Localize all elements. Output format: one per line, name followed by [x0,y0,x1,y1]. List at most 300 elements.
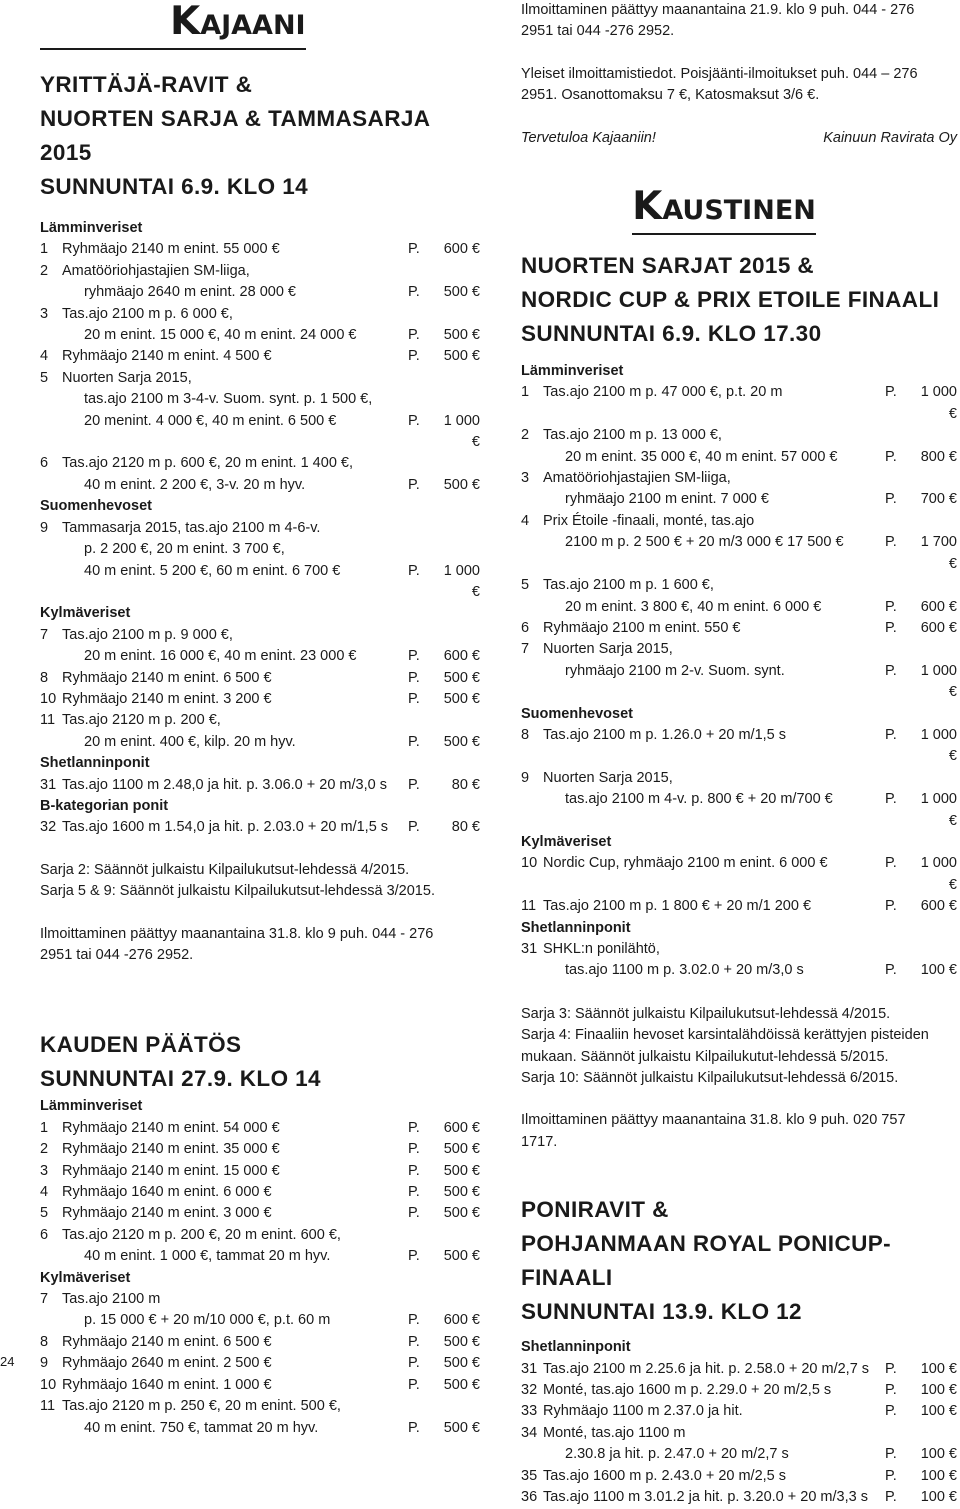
prize-amount: 600 € [920,619,957,636]
kajaani-race-list [40,218,480,839]
prize-label: P. [408,327,420,344]
race-description: Ryhmäajo 2140 m enint. 15 000 € [62,1162,280,1179]
race-description: Ryhmäajo 2140 m enint. 3 200 € [62,690,272,707]
race-description: 20 menint. 4 000 €, 40 m enint. 6 500 € [84,412,337,429]
race-row [521,939,957,960]
prize-amount: 500 € [443,327,480,344]
prize-amount: 100 € [920,1382,957,1399]
race-description: ryhmäajo 2640 m enint. 28 000 € [84,284,296,301]
race-number: 1 [40,241,49,258]
prize-label: P. [408,1355,420,1372]
prize-label: P. [885,534,897,551]
race-row [40,518,480,539]
race-row [521,1466,957,1487]
race-number: 7 [40,1291,49,1308]
race-number: 36 [521,1489,538,1506]
race-number [521,661,543,704]
prize-amount: 1 000 € [920,384,957,422]
prize-label: P. [408,241,420,258]
race-description: p. 15 000 € + 20 m/10 000 €, p.t. 60 m [84,1312,331,1329]
kaustinen-title-text: Kaustinen [632,183,816,235]
race-row [521,1401,957,1422]
prize-amount: 600 € [443,1312,480,1329]
race-number: 9 [40,1355,49,1372]
paatos-heading-line: SUNNUNTAI 27.9. KLO 14 [40,1066,321,1092]
race-number [40,539,62,560]
race-number: 33 [521,1403,538,1420]
race-row [40,817,480,838]
top-signup-info: 2951 tai 044 -276 2952. [521,23,675,40]
race-row [40,710,480,731]
prize-amount: 100 € [920,962,957,979]
category-heading: Lämminveriset [521,363,624,380]
prize-label: P. [885,598,897,615]
poni-heading-line: POHJANMAAN ROYAL PONICUP-FINAALI [521,1231,892,1291]
race-description: Tas.ajo 2100 m p. 13 000 €, [543,427,722,444]
prize-label: P. [408,284,420,301]
race-description: Tas.ajo 2100 m p. 47 000 €, p.t. 20 m [543,384,783,401]
organizer-text: Kainuun Ravirata Oy [823,129,957,146]
prize-label: P. [885,448,897,465]
prize-label: P. [408,1248,420,1265]
race-number [40,1418,62,1439]
race-number [521,789,543,832]
prize-label: P. [408,1312,420,1329]
race-description: Ryhmäajo 1640 m enint. 6 000 € [62,1184,272,1201]
race-number: 6 [521,619,530,636]
race-row [521,661,957,704]
race-description: Tas.ajo 2120 m p. 200 €, [62,712,221,729]
prize-amount: 600 € [920,898,957,915]
category-heading: Lämminveriset [40,220,143,236]
race-description: Nuorten Sarja 2015, [62,369,192,386]
race-number [40,561,62,604]
prize-amount: 1 000 € [920,855,957,893]
prize-label: P. [408,348,420,365]
race-number: 9 [521,769,530,786]
race-number: 8 [521,726,530,743]
race-number: 6 [40,1226,49,1243]
race-number [521,532,543,575]
prize-amount: 100 € [920,1467,957,1484]
top-signup-info: Ilmoittaminen päättyy maanantaina 21.9. klo 9 puh. 044 - 276 [521,2,915,18]
race-number [40,389,62,410]
race-number: 10 [40,1376,57,1393]
race-number [40,1310,62,1331]
race-number: 1 [521,384,530,401]
prize-label: P. [408,776,420,793]
kajaani-heading-line: SUNNUNTAI 6.9. KLO 14 [40,174,309,199]
race-description: Ryhmäajo 2640 m enint. 2 500 € [62,1355,272,1372]
prize-amount: 500 € [443,1248,480,1265]
category-heading: Shetlanninponit [521,919,631,936]
race-row [521,382,957,425]
prize-label: P. [408,1333,420,1350]
race-row [521,447,957,468]
race-number: 4 [521,512,530,529]
prize-amount: 100 € [920,1360,957,1377]
prize-amount: 500 € [443,1141,480,1158]
page-number: 24 [0,1354,15,1369]
kaustinen-heading-line: NUORTEN SARJAT 2015 & [521,253,815,279]
kaustinen-heading-line: SUNNUNTAI 6.9. KLO 17.30 [521,321,822,347]
race-row [521,425,957,446]
prize-amount: 700 € [920,491,957,508]
welcome-line [521,128,957,149]
category-heading: Kylmäveriset [40,605,131,622]
race-description: tas.ajo 2100 m 3-4-v. Suom. synt. p. 1 500 €, [84,391,373,408]
race-description: Tas.ajo 2100 m p. 1 800 € + 20 m/1 200 € [543,898,812,915]
prize-label: P. [885,1446,897,1463]
prize-amount: 500 € [443,476,480,493]
general-info: Yleiset ilmoittamistiedot. Poisjäänti-ilmoitukset puh. 044 – 276 [521,65,918,82]
race-description: 40 m enint. 1 000 €, tammat 20 m hyv. [84,1248,331,1265]
prize-label: P. [408,733,420,750]
race-row [40,646,480,667]
prize-amount: 500 € [443,669,480,686]
race-description: Tas.ajo 2120 m p. 600 €, 20 m enint. 1 400 €, [62,455,353,472]
race-row [40,732,480,753]
race-description: SHKL:n ponilähtö, [543,941,660,957]
race-number [521,1444,543,1465]
race-description: 20 m enint. 3 800 €, 40 m enint. 6 000 € [565,598,822,615]
prize-label: P. [885,384,897,401]
kaustinen-title [521,183,957,239]
prize-amount: 1 700 € [920,534,957,572]
race-number: 11 [40,1398,56,1415]
race-description: Tas.ajo 2100 m 2.25.6 ja hit. p. 2.58.0 + 20 m/2,7 s [543,1360,870,1377]
prize-label: P. [885,1403,897,1420]
race-description: Tas.ajo 1100 m 2.48,0 ja hit. p. 3.06.0 + 20 m/3,0 s [62,776,387,793]
race-description: Tammasarja 2015, tas.ajo 2100 m 4-6-v. [62,519,321,536]
race-row [521,618,957,639]
category-heading: Suomenhevoset [521,705,633,722]
kaustinen-rules-note: Sarja 4: Finaaliin hevoset karsintalähdöissä kerättyjen pisteiden [521,1027,929,1044]
race-description: 2.30.8 ja hit. p. 2.47.0 + 20 m/2,7 s [565,1446,789,1463]
race-description: tas.ajo 1100 m p. 3.02.0 + 20 m/3,0 s [565,962,804,979]
race-row [521,639,957,660]
prize-amount: 600 € [443,648,480,665]
prize-amount: 80 € [451,776,480,793]
prize-amount: 1 000 € [920,791,957,829]
race-description: Ryhmäajo 2140 m enint. 55 000 € [62,241,280,258]
kajaani-title [40,0,480,54]
race-row [521,575,957,596]
race-number: 2 [40,1141,49,1158]
race-number [40,732,62,753]
race-row [521,468,957,489]
kaustinen-rules-note: Sarja 3: Säännöt julkaistu Kilpailukutsut-lehdessä 4/2015. [521,1005,891,1022]
race-number [521,597,543,618]
kaustinen-heading-line: NORDIC CUP & PRIX ETOILE FINAALI [521,287,940,313]
race-row [40,1310,480,1331]
race-number [521,960,543,981]
prize-label: P. [408,819,420,836]
race-row [40,1118,480,1139]
race-number: 34 [521,1424,538,1441]
category-heading: Lämminveriset [40,1098,143,1115]
race-number: 3 [40,1162,49,1179]
race-description: Tas.ajo 1600 m p. 2.43.0 + 20 m/2,5 s [543,1467,787,1484]
race-description: Ryhmäajo 2100 m enint. 550 € [543,619,741,636]
prize-amount: 1 000 € [443,412,480,451]
paatos-heading-line: KAUDEN PÄÄTÖS [40,1032,242,1058]
race-row [40,304,480,325]
poni-heading-line: SUNNUNTAI 13.9. KLO 12 [521,1299,802,1325]
prize-amount: 500 € [443,733,480,750]
kaustinen-signup-info: 1717. [521,1133,558,1150]
race-number: 3 [521,470,530,487]
paatos-heading [40,1028,480,1096]
race-row [40,325,480,346]
category-heading: Suomenhevoset [40,498,152,515]
race-description: Ryhmäajo 2140 m enint. 35 000 € [62,1141,280,1158]
prize-label: P. [408,648,420,665]
race-number: 31 [521,941,538,957]
prize-amount: 800 € [920,448,957,465]
race-row [521,896,957,917]
race-row [521,853,957,896]
race-number [40,411,62,454]
race-row [521,489,957,510]
prize-label: P. [885,898,897,915]
prize-amount: 500 € [443,690,480,707]
prize-amount: 500 € [443,1333,480,1350]
category-heading: Kylmäveriset [40,1269,131,1286]
general-info: 2951. Osanottomaksu 7 €, Katosmaksut 3/6 €. [521,87,820,104]
race-number: 11 [521,898,537,915]
prize-label: P. [408,669,420,686]
race-row [40,261,480,282]
race-description: Ryhmäajo 2140 m enint. 54 000 € [62,1119,280,1136]
race-number [521,447,543,468]
race-number: 35 [521,1467,538,1484]
race-row [521,1359,957,1380]
race-description: 20 m enint. 400 €, kilp. 20 m hyv. [84,733,296,750]
kaustinen-signup-info: Ilmoittaminen päättyy maanantaina 31.8. klo 9 puh. 020 757 [521,1112,906,1129]
kajaani-signup-info: 2951 tai 044 -276 2952. [40,947,194,963]
prize-amount: 80 € [451,819,480,836]
kaustinen-race-list [521,361,957,982]
race-number [40,475,62,496]
prize-amount: 500 € [443,1162,480,1179]
race-row [40,1375,480,1396]
race-row [521,511,957,532]
prize-amount: 100 € [920,1403,957,1420]
race-row [40,689,480,710]
race-description: p. 2 200 €, 20 m enint. 3 700 €, [84,541,285,558]
race-number: 5 [40,369,49,386]
race-row [521,1487,957,1508]
prize-label: P. [408,1162,420,1179]
prize-amount: 100 € [920,1489,957,1506]
race-number [521,489,543,510]
prize-label: P. [408,1376,420,1393]
race-number: 32 [40,819,57,836]
race-description: Tas.ajo 2120 m p. 250 €, 20 m enint. 500 €, [62,1398,341,1415]
race-description: 40 m enint. 5 200 €, 60 m enint. 6 700 € [84,562,341,579]
race-description: Tas.ajo 2120 m p. 200 €, 20 m enint. 600 €, [62,1226,341,1243]
race-number: 2 [521,427,530,444]
race-description: Ryhmäajo 1100 m 2.37.0 ja hit. [543,1403,743,1420]
race-number [40,325,62,346]
race-description: 20 m enint. 35 000 €, 40 m enint. 57 000 € [565,448,838,465]
prize-amount: 1 000 € [443,562,480,600]
prize-amount: 500 € [443,284,480,301]
kaustinen-rules-note: mukaan. Säännöt julkaistu Kilpailukutut-lehdessä 5/2015. [521,1048,889,1065]
race-description: 40 m enint. 750 €, tammat 20 m hyv. [84,1419,319,1436]
race-description: ryhmäajo 2100 m 2-v. Suom. synt. [565,662,785,679]
kajaani-rules-note: Sarja 2: Säännöt julkaistu Kilpailukutsut-lehdessä 4/2015. [40,861,410,878]
race-description: Monté, tas.ajo 1100 m [543,1424,686,1441]
kajaani-heading-line: YRITTÄJÄ-RAVIT & [40,72,253,97]
race-description: Tas.ajo 2100 m [62,1291,161,1308]
prize-label: P. [885,726,897,743]
kaustinen-heading [521,249,957,351]
race-row [521,725,957,768]
race-row [40,1353,480,1374]
race-description: Tas.ajo 1100 m 3.01.2 ja hit. p. 3.20.0 + 20 m/3,3 s [543,1489,868,1506]
race-row [40,389,480,410]
race-description: Ryhmäajo 2140 m enint. 6 500 € [62,669,272,686]
category-heading: Shetlanninponit [40,755,150,772]
prize-amount: 500 € [443,1205,480,1222]
poni-race-list [521,1337,957,1508]
kajaani-heading [40,68,480,204]
prize-amount: 500 € [443,1419,480,1436]
race-description: Tas.ajo 2100 m p. 1 600 €, [543,577,714,594]
race-row [40,1332,480,1353]
prize-label: P. [408,690,420,707]
race-number: 7 [40,626,49,643]
race-row [40,625,480,646]
race-row [521,597,957,618]
race-number: 11 [40,712,56,729]
race-number: 7 [521,641,530,658]
race-row [40,475,480,496]
right-column [521,0,957,1509]
race-description: Nordic Cup, ryhmäajo 2100 m enint. 6 000 € [543,855,828,872]
prize-label: P. [885,1360,897,1377]
poni-heading [521,1193,957,1329]
race-row [40,1203,480,1224]
race-description: tas.ajo 2100 m 4-v. p. 800 € + 20 m/700 € [565,791,833,808]
kaustinen-rules-note: Sarja 10: Säännöt julkaistu Kilpailukutsut-lehdessä 6/2015. [521,1070,899,1087]
welcome-text: Tervetuloa Kajaaniin! [521,129,656,146]
race-description: 20 m enint. 15 000 €, 40 m enint. 24 000 € [84,327,357,344]
prize-amount: 1 000 € [920,726,957,765]
race-row [40,346,480,367]
race-number: 4 [40,1184,49,1201]
prize-label: P. [408,1119,420,1136]
prize-label: P. [408,476,420,493]
race-row [521,768,957,789]
race-number: 4 [40,348,49,365]
left-column [40,0,480,1439]
category-heading: Kylmäveriset [521,833,612,850]
race-number [40,1246,62,1267]
race-number: 10 [521,855,538,872]
race-description: Ryhmäajo 2140 m enint. 3 000 € [62,1205,272,1222]
race-number: 32 [521,1382,538,1399]
prize-label: P. [408,562,420,579]
race-number: 8 [40,1333,49,1350]
prize-label: P. [885,491,897,508]
race-number: 9 [40,519,49,536]
race-number: 31 [40,776,57,793]
race-number: 31 [521,1360,538,1377]
prize-label: P. [885,855,897,872]
race-description: Nuorten Sarja 2015, [543,769,673,786]
race-description: Amatööriohjastajien SM-liiga, [62,262,250,279]
race-row [521,960,957,981]
race-description: Monté, tas.ajo 1600 m p. 2.29.0 + 20 m/2,5 s [543,1382,832,1399]
race-row [40,282,480,303]
race-description: Nuorten Sarja 2015, [543,641,673,658]
race-row [40,1246,480,1267]
prize-amount: 600 € [920,598,957,615]
prize-label: P. [408,1205,420,1222]
kajaani-title-text: Kajaani [40,0,306,50]
race-row [40,453,480,474]
prize-label: P. [885,791,897,808]
race-row [521,789,957,832]
race-description: Tas.ajo 2100 m p. 1.26.0 + 20 m/1,5 s [543,726,787,743]
race-description: Ryhmäajo 2140 m enint. 4 500 € [62,348,272,365]
race-row [40,239,480,260]
kajaani-rules-note: Sarja 5 & 9: Säännöt julkaistu Kilpailukutsut-lehdessä 3/2015. [40,883,435,900]
race-row [521,1380,957,1401]
paatos-race-list [40,1096,480,1439]
race-description: Tas.ajo 2100 m p. 9 000 €, [62,626,233,643]
race-description: 40 m enint. 2 200 €, 3-v. 20 m hyv. [84,476,306,493]
race-number: 6 [40,455,49,472]
race-description: ryhmäajo 2100 m enint. 7 000 € [565,491,769,508]
race-number [40,282,62,303]
race-number: 10 [40,690,57,707]
category-heading: Shetlanninponit [521,1339,631,1356]
prize-label: P. [885,662,897,679]
prize-label: P. [885,1382,897,1399]
race-number: 3 [40,305,49,322]
race-row [40,1182,480,1203]
prize-amount: 100 € [920,1446,957,1463]
race-row [521,532,957,575]
race-number: 5 [521,577,530,594]
race-row [40,411,480,454]
prize-amount: 500 € [443,1376,480,1393]
race-description: Tas.ajo 1600 m 1.54,0 ja hit. p. 2.03.0 + 20 m/1,5 s [62,819,389,836]
race-row [40,1418,480,1439]
prize-amount: 600 € [443,1119,480,1136]
kajaani-signup-info: Ilmoittaminen päättyy maanantaina 31.8. klo 9 puh. 044 - 276 [40,925,434,942]
prize-label: P. [408,1419,420,1436]
race-row [40,561,480,604]
race-description: Amatööriohjastajien SM-liiga, [543,470,731,487]
race-row [40,668,480,689]
prize-label: P. [408,1141,420,1158]
prize-amount: 500 € [443,1184,480,1201]
prize-amount: 500 € [443,348,480,365]
race-row [40,539,480,560]
race-row [521,1444,957,1465]
race-number: 8 [40,669,49,686]
race-description: Ryhmäajo 2140 m enint. 6 500 € [62,1333,272,1350]
race-row [521,1423,957,1444]
race-number: 2 [40,262,49,279]
prize-label: P. [885,1489,897,1506]
prize-amount: 600 € [443,241,480,258]
